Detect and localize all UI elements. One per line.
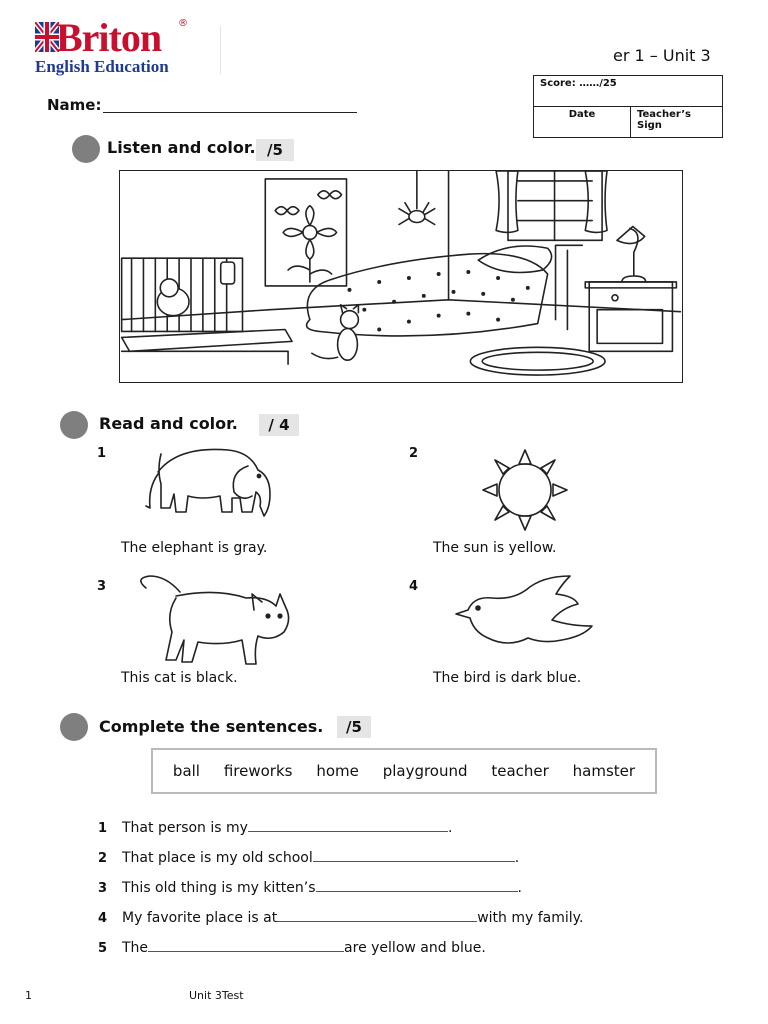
word-bank-item: home xyxy=(316,762,359,780)
cat-icon xyxy=(136,574,294,666)
sun-icon xyxy=(477,448,573,532)
sentence-number: 1 xyxy=(98,821,108,836)
section-score-listen: /5 xyxy=(256,139,294,161)
word-bank-item: hamster xyxy=(572,762,636,780)
read-item-caption: The elephant is gray. xyxy=(121,540,268,556)
score-table xyxy=(533,75,723,138)
sentence-item xyxy=(98,907,583,926)
read-item-number: 3 xyxy=(97,579,107,594)
page-title: er 1 – Unit 3 xyxy=(613,46,711,65)
date-cell: Date xyxy=(534,107,631,138)
page-number: 1 xyxy=(25,989,32,1002)
sentence-text: are yellow and blue. xyxy=(344,940,486,956)
read-item-number: 2 xyxy=(409,446,419,461)
elephant-icon xyxy=(140,442,286,536)
sentence-item xyxy=(98,937,486,956)
sentence-text: . xyxy=(514,850,520,866)
read-item-caption: This cat is black. xyxy=(121,670,238,686)
teacher-sign-cell: Teacher’s Sign xyxy=(631,107,723,138)
sentence-number: 3 xyxy=(98,881,108,896)
read-item-number: 1 xyxy=(97,446,107,461)
sentence-number: 2 xyxy=(98,851,108,866)
answer-blank[interactable] xyxy=(316,877,518,892)
name-label: Name: xyxy=(47,96,102,114)
sentence-text: . xyxy=(447,820,453,836)
sentence-text: That person is my xyxy=(122,820,248,836)
logo-wordmark: Briton xyxy=(56,15,162,60)
bird-icon xyxy=(452,574,598,664)
sentence-item xyxy=(98,847,519,866)
section-bullet xyxy=(72,135,100,163)
footer-unit-label: Unit 3Test xyxy=(189,989,244,1002)
sentence-text: My favorite place is at xyxy=(122,910,278,926)
answer-blank[interactable] xyxy=(248,817,448,832)
answer-blank[interactable] xyxy=(277,907,477,922)
sentence-number: 5 xyxy=(98,941,108,956)
sentence-text: This old thing is my kitten’s xyxy=(122,880,316,896)
section-bullet xyxy=(60,713,88,741)
section-bullet xyxy=(60,411,88,439)
read-item-caption: The sun is yellow. xyxy=(433,540,557,556)
score-cell: Score: ……/25 xyxy=(534,76,723,107)
section-title-listen: Listen and color. xyxy=(107,138,256,157)
section-score-complete: /5 xyxy=(337,716,371,738)
read-item-number: 4 xyxy=(409,579,419,594)
sentence-text: . xyxy=(517,880,522,896)
sentence-number: 4 xyxy=(98,911,108,926)
word-bank-item: fireworks xyxy=(223,762,293,780)
section-title-complete: Complete the sentences. xyxy=(99,717,324,736)
word-bank-item: ball xyxy=(172,762,200,780)
word-bank-item: teacher xyxy=(491,762,549,780)
sentence-text: with my family. xyxy=(477,910,584,926)
sentence-text: The xyxy=(122,940,149,956)
read-item-caption: The bird is dark blue. xyxy=(433,670,582,686)
word-bank-item: playground xyxy=(382,762,468,780)
header-divider xyxy=(220,26,221,74)
answer-blank[interactable] xyxy=(148,937,344,952)
section-title-read: Read and color. xyxy=(99,414,238,433)
bedroom-scene-illustration xyxy=(119,170,683,383)
word-bank xyxy=(151,748,657,794)
answer-blank[interactable] xyxy=(313,847,515,862)
logo-registered-mark: ® xyxy=(178,18,188,29)
logo-subtitle: English Education xyxy=(35,57,169,76)
name-field[interactable] xyxy=(103,112,357,113)
section-score-read: / 4 xyxy=(259,414,299,436)
sentence-text: That place is my old school xyxy=(122,850,313,866)
sentence-item xyxy=(98,877,522,896)
sentence-item xyxy=(98,817,452,836)
